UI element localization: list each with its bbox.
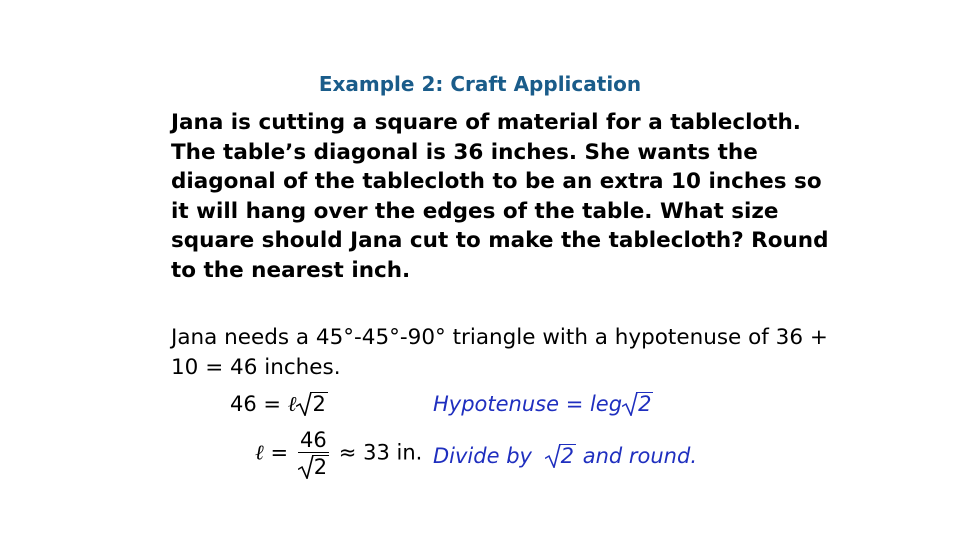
equation-step2 <box>255 428 422 479</box>
step1-note <box>433 392 653 416</box>
equation-step1 <box>230 392 328 417</box>
note-text-after: and round. <box>582 444 697 468</box>
result-value: 33 <box>363 440 390 465</box>
note-text: Divide by <box>433 444 532 468</box>
fraction <box>298 428 329 479</box>
approx-sign: ≈ <box>338 440 357 465</box>
result-unit: in. <box>396 440 423 465</box>
square-root <box>298 455 329 479</box>
fraction-denominator <box>298 453 329 479</box>
equals-sign: = <box>270 440 289 465</box>
equation-lhs: 46 <box>230 392 257 416</box>
radicand: 2 <box>312 392 326 416</box>
leg-variable: ℓ <box>255 440 264 465</box>
leg-variable: ℓ <box>287 392 297 416</box>
fraction-numerator: 46 <box>300 428 327 452</box>
radicand: 2 <box>313 455 328 479</box>
radicand: 2 <box>638 392 652 416</box>
step2-note <box>433 444 697 468</box>
page-title: Example 2: Craft Application <box>318 72 642 96</box>
radicand: 2 <box>560 444 575 468</box>
solution-text: Jana needs a 45°-45°-90° triangle with a hypotenuse of 36 + 10 = 46 inches. <box>171 325 828 380</box>
square-root <box>296 392 327 416</box>
problem-statement: Jana is cutting a square of material for a tablecloth. The table’s diagonal is 36 inches. She wants the diagonal of the tablecloth to be an extra 10 inches so it will hang over the edges of the table. What size square should Jana cut to make the tablecloth? Round to the nearest inch. <box>171 110 829 283</box>
note-text: Hypotenuse = leg <box>433 392 623 416</box>
square-root <box>622 392 653 416</box>
equals-sign: = <box>263 392 282 416</box>
square-root <box>545 444 576 468</box>
